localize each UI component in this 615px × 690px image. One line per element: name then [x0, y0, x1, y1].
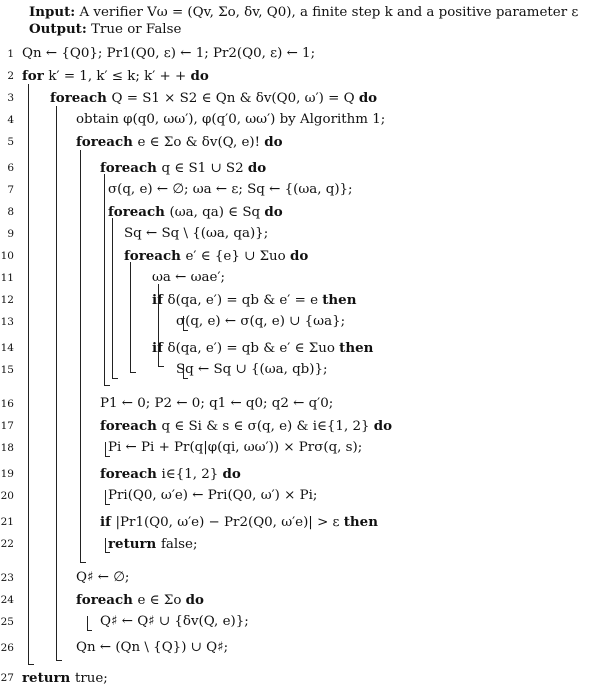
line-number: 4 [7, 114, 14, 126]
code-line [0, 224, 615, 246]
keyword: do [222, 466, 241, 482]
code-line [0, 486, 615, 508]
keyword: return [22, 670, 75, 686]
single-line-rule-end [105, 504, 110, 505]
line-number: 26 [0, 642, 14, 654]
keyword: do [264, 204, 283, 220]
code-text [176, 313, 345, 331]
code-text [100, 417, 392, 436]
expression: σ(q, e) ← σ(q, e) ∪ {ωa}; [176, 314, 346, 329]
line-number: 2 [7, 70, 14, 82]
code-line [0, 638, 615, 660]
keyword: foreach [108, 204, 170, 220]
code-line [0, 464, 615, 486]
code-line [0, 338, 615, 360]
input-label: Input: [29, 4, 76, 20]
expression: e ∈ Σo [137, 593, 186, 608]
code-line [0, 44, 615, 66]
expression: q ∈ S1 ∪ S2 [161, 161, 248, 176]
expression: (ωa, qa) ∈ Sq [169, 205, 265, 220]
line-number: 14 [0, 342, 14, 354]
keyword: foreach [100, 418, 162, 434]
code-text [108, 203, 283, 222]
code-text [100, 613, 249, 631]
code-text [22, 45, 315, 63]
single-line-rule [105, 538, 106, 552]
code-line [0, 612, 615, 634]
single-line-rule [183, 364, 184, 378]
line-number: 9 [7, 228, 14, 240]
expression: Sq ← Sq \ {(ωa, qa)}; [124, 226, 269, 241]
expression: true; [74, 671, 108, 686]
code-text [76, 133, 283, 152]
block-rule-end [104, 385, 110, 386]
expression: δ(qa, e′) = qb & e′ ∈ Σuo [167, 341, 340, 356]
keyword: foreach [50, 90, 112, 106]
single-line-rule [87, 616, 88, 630]
line-number: 1 [7, 48, 14, 60]
line-number: 24 [0, 594, 14, 606]
line-number: 3 [7, 92, 14, 104]
line-number: 17 [0, 420, 14, 432]
expression: Q♯ ← ∅; [76, 570, 130, 585]
expression: P1 ← 0; P2 ← 0; q1 ← q0; q2 ← q′0; [100, 396, 334, 411]
expression: σ(q, e) ← ∅; ωa ← ε; Sq ← {(ωa, q)}; [108, 182, 353, 197]
expression: |Pr1(Q0, ω′e) − Pr2(Q0, ω′e)| > ε [115, 515, 344, 530]
line-number: 10 [0, 250, 14, 262]
code-text [100, 159, 266, 178]
code-line [0, 88, 615, 110]
expression: i∈{1, 2} [161, 467, 223, 482]
block-rule [130, 262, 131, 372]
code-text [76, 639, 228, 657]
keyword: if [152, 292, 168, 308]
line-number: 15 [0, 364, 14, 376]
line-number: 27 [0, 672, 14, 684]
block-rule [104, 174, 105, 385]
code-line [0, 590, 615, 612]
block-rule-end [56, 660, 62, 661]
code-line [0, 534, 615, 556]
keyword: do [373, 418, 393, 434]
single-line-rule-end [87, 630, 92, 631]
code-text [76, 111, 385, 129]
code-text [76, 591, 204, 610]
code-line [0, 568, 615, 590]
code-line [0, 158, 615, 180]
code-line [0, 512, 615, 534]
keyword: do [358, 90, 378, 106]
code-text [76, 569, 129, 587]
block-rule-end [80, 562, 86, 563]
line-number: 22 [0, 538, 14, 550]
code-text [22, 669, 108, 688]
keyword: foreach [124, 248, 186, 264]
expression: Q = S1 × S2 ∈ Qn & δv(Q0, ω′) = Q [111, 91, 359, 106]
block-rule [112, 218, 113, 378]
block-rule-end [28, 664, 34, 665]
code-text [108, 181, 353, 199]
keyword: if [152, 340, 168, 356]
line-number: 8 [7, 206, 14, 218]
expression: δ(qa, e′) = qb & e′ = e [167, 293, 323, 308]
single-line-rule-end [183, 330, 188, 331]
block-rule-end [112, 378, 118, 379]
expression: k′ = 1, k′ ≤ k; k′ + + [48, 69, 191, 84]
code-text [152, 291, 356, 310]
keyword: do [247, 160, 267, 176]
keyword: if [100, 514, 116, 530]
single-line-rule-end [105, 456, 110, 457]
code-line [0, 246, 615, 268]
expression: Qn ← {Q0}; Pr1(Q0, ε) ← 1; Pr2(Q0, ε) ← 1; [22, 46, 316, 61]
code-text [108, 535, 197, 554]
code-line [0, 290, 615, 312]
single-line-rule-end [105, 552, 110, 553]
code-line [0, 360, 615, 382]
output-text: True or False [91, 22, 182, 37]
single-line-rule-end [183, 378, 188, 379]
keyword: do [290, 248, 309, 264]
code-text [108, 439, 362, 457]
single-line-rule [105, 490, 106, 504]
keyword: do [190, 68, 209, 84]
code-line [0, 180, 615, 202]
line-number: 21 [0, 516, 14, 528]
code-line [0, 312, 615, 334]
expression: Qn ← (Qn \ {Q}) ∪ Q♯; [76, 640, 229, 655]
keyword: return [108, 536, 161, 552]
line-number: 23 [0, 572, 14, 584]
expression: false; [160, 537, 198, 552]
code-text [108, 487, 317, 505]
line-number: 7 [7, 184, 14, 196]
single-line-rule [183, 316, 184, 330]
line-number: 6 [7, 162, 14, 174]
code-text [152, 269, 225, 287]
code-line [0, 438, 615, 460]
input-line [29, 4, 578, 21]
expression: Pi ← Pi + Pr(q|φ(qi, ωω′)) × Prσ(q, s); [108, 440, 363, 455]
code-line [0, 668, 615, 690]
expression: Q♯ ← Q♯ ∪ {δv(Q, e)}; [100, 614, 249, 629]
code-text [100, 513, 378, 532]
line-number: 19 [0, 468, 14, 480]
code-text [50, 89, 377, 108]
expression: e′ ∈ {e} ∪ Σuo [185, 249, 290, 264]
line-number: 13 [0, 316, 14, 328]
output-label: Output: [29, 21, 87, 37]
keyword: then [322, 292, 357, 308]
keyword: foreach [100, 466, 162, 482]
expression: e ∈ Σo & δv(Q, e)! [137, 135, 265, 150]
line-number: 12 [0, 294, 14, 306]
code-text [100, 395, 333, 413]
code-line [0, 394, 615, 416]
line-number: 20 [0, 490, 14, 502]
code-text [124, 225, 268, 243]
keyword: then [343, 514, 378, 530]
line-number: 16 [0, 398, 14, 410]
block-rule [80, 150, 81, 562]
code-line [0, 66, 615, 88]
keyword: for [22, 68, 49, 84]
expression: Pri(Q0, ω′e) ← Pri(Q0, ω′) × Pi; [108, 488, 318, 503]
keyword: then [339, 340, 374, 356]
code-line [0, 416, 615, 438]
block-rule-end [158, 366, 164, 367]
code-line [0, 202, 615, 224]
code-text [100, 465, 241, 484]
line-number: 5 [7, 136, 14, 148]
block-rule-end [130, 372, 136, 373]
input-text: A verifier Vω = (Qv, Σo, δv, Q0), a finite step k and a positive parameter ε [79, 5, 579, 20]
block-rule [158, 284, 159, 366]
line-number: 11 [0, 272, 14, 284]
block-rule [28, 84, 29, 664]
keyword: do [264, 134, 283, 150]
code-line [0, 110, 615, 132]
expression: q ∈ Si & s ∈ σ(q, e) & i∈{1, 2} [161, 419, 374, 434]
code-text [124, 247, 308, 266]
keyword: foreach [76, 134, 138, 150]
keyword: foreach [100, 160, 162, 176]
expression: ωa ← ωae′; [152, 270, 226, 285]
expression: obtain φ(q0, ωω′), φ(q′0, ωω′) by Algorithm 1; [76, 112, 386, 127]
code-line [0, 268, 615, 290]
line-number: 18 [0, 442, 14, 454]
expression: Sq ← Sq ∪ {(ωa, qb)}; [176, 362, 328, 377]
code-text [176, 361, 328, 379]
output-line [29, 21, 181, 38]
line-number: 25 [0, 616, 14, 628]
code-line [0, 132, 615, 154]
code-text [22, 67, 209, 86]
single-line-rule [105, 442, 106, 456]
keyword: do [185, 592, 204, 608]
block-rule [56, 106, 57, 660]
keyword: foreach [76, 592, 138, 608]
code-text [152, 339, 373, 358]
